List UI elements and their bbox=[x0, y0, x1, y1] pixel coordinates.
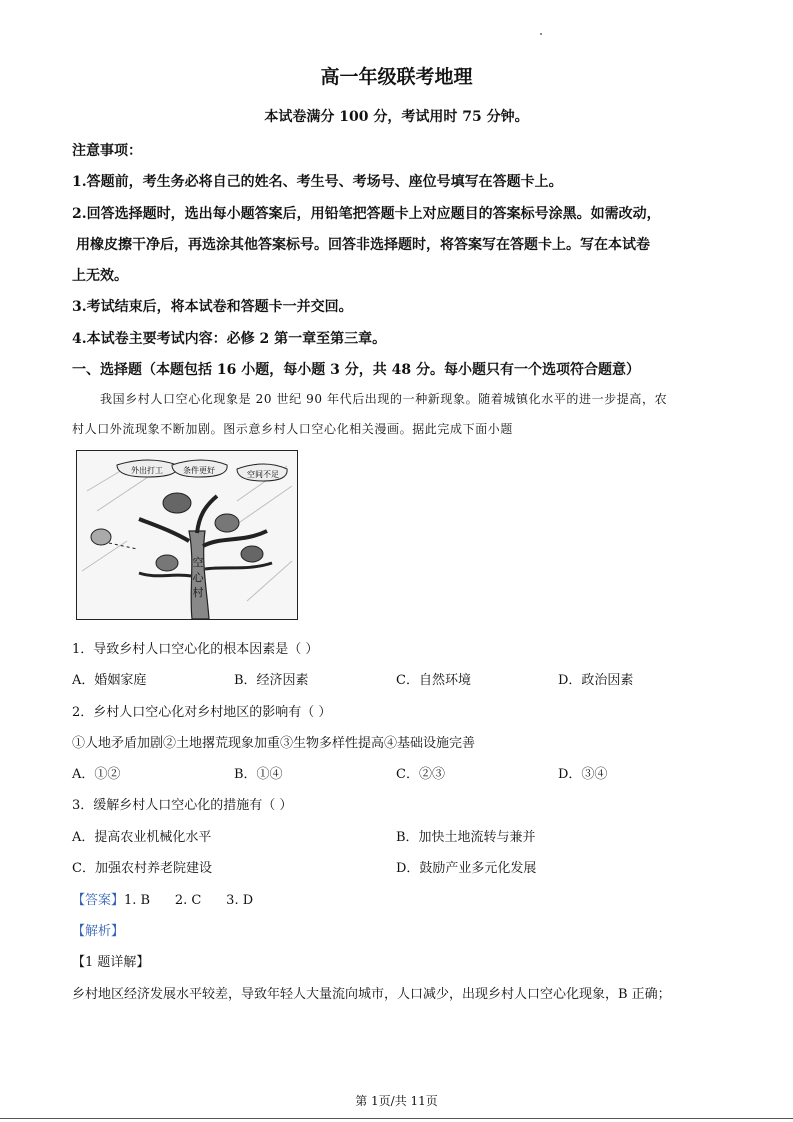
answer-line bbox=[72, 889, 253, 908]
trunk-char-1: 空 bbox=[192, 556, 204, 569]
answer-tag: 【答案】 bbox=[72, 893, 125, 908]
note-item-3: 3.考试结束后，将本试卷和答题卡一并交回。 bbox=[72, 299, 353, 315]
trunk-char-3: 村 bbox=[192, 586, 204, 599]
q2-option-c: C．②③ bbox=[396, 767, 445, 782]
q1-option-c: C．自然环境 bbox=[396, 673, 471, 688]
footer-rule bbox=[0, 1118, 793, 1119]
passage-line-2: 村人口外流现象不断加剧。图示意乡村人口空心化相关漫画。据此完成下面小题 bbox=[72, 422, 514, 436]
detail-text: 乡村地区经济发展水平较差，导致年轻人大量流向城市，人口减少，出现乡村人口空心化现象，B 正确； bbox=[72, 987, 671, 1002]
exam-subtitle: 本试卷满分 100 分，考试用时 75 分钟。 bbox=[264, 109, 529, 125]
q3-option-b: B．加快土地流转与兼并 bbox=[396, 830, 536, 845]
notes-heading: 注意事项： bbox=[72, 143, 142, 159]
q2-statements: ①人地矛盾加剧②土地撂荒现象加重③生物多样性提高④基础设施完善 bbox=[72, 736, 476, 751]
detail-heading: 【1 题详解】 bbox=[72, 955, 150, 970]
note-item-4: 4.本试卷主要考试内容：必修 2 第一章至第三章。 bbox=[72, 331, 387, 347]
question-2-stem: 2．乡村人口空心化对乡村地区的影响有（ ） bbox=[72, 705, 332, 720]
q1-option-d: D．政治因素 bbox=[558, 673, 634, 688]
speck bbox=[540, 33, 542, 35]
answer-values: 1. B 2. C 3. D bbox=[124, 893, 254, 908]
note-item-2-line-1: 2.回答选择题时，选出每小题答案后，用铅笔把答题卡上对应题目的答案标号涂黑。如需改动， bbox=[72, 206, 661, 222]
q3-option-d: D．鼓励产业多元化发展 bbox=[396, 861, 537, 876]
passage-line-1: 我国乡村人口空心化现象是 20 世纪 90 年代后出现的一种新现象。随着城镇化水平的进一步提高，农 bbox=[100, 392, 668, 406]
q2-option-b: B．①④ bbox=[234, 767, 283, 782]
q1-option-a: A．婚姻家庭 bbox=[72, 673, 147, 688]
trunk-char-2: 心 bbox=[192, 571, 204, 584]
cartoon-label-right: 空间不足 bbox=[247, 470, 279, 479]
question-3-stem: 3．缓解乡村人口空心化的措施有（ ） bbox=[72, 798, 293, 813]
note-item-2-line-3: 上无效。 bbox=[72, 268, 128, 284]
hollow-village-cartoon bbox=[76, 450, 298, 620]
question-1-stem: 1．导致乡村人口空心化的根本因素是（ ） bbox=[72, 642, 319, 657]
note-item-1: 1.答题前，考生务必将自己的姓名、考生号、考场号、座位号填写在答题卡上。 bbox=[72, 174, 563, 190]
section-heading: 一、选择题（本题包括 16 小题，每小题 3 分，共 48 分。每小题只有一个选项符合题意） bbox=[72, 362, 640, 378]
page-footer: 第 1页/共 11页 bbox=[355, 1094, 438, 1108]
q2-option-a: A．①② bbox=[72, 767, 121, 782]
q3-option-c: C．加强农村养老院建设 bbox=[72, 861, 212, 876]
q1-option-b: B．经济因素 bbox=[234, 673, 309, 688]
note-item-2-line-2: 用橡皮擦干净后，再选涂其他答案标号。回答非选择题时，将答案写在答题卡上。写在本试卷 bbox=[76, 237, 650, 253]
q3-option-a: A．提高农业机械化水平 bbox=[72, 830, 212, 845]
analysis-tag: 【解析】 bbox=[72, 924, 125, 939]
cartoon-illustration bbox=[77, 451, 297, 619]
cartoon-label-mid: 条件更好 bbox=[183, 466, 215, 475]
page-title: 高一年级联考地理 bbox=[320, 66, 473, 88]
q2-option-d: D．③④ bbox=[558, 767, 608, 782]
cartoon-label-left: 外出打工 bbox=[131, 466, 163, 475]
